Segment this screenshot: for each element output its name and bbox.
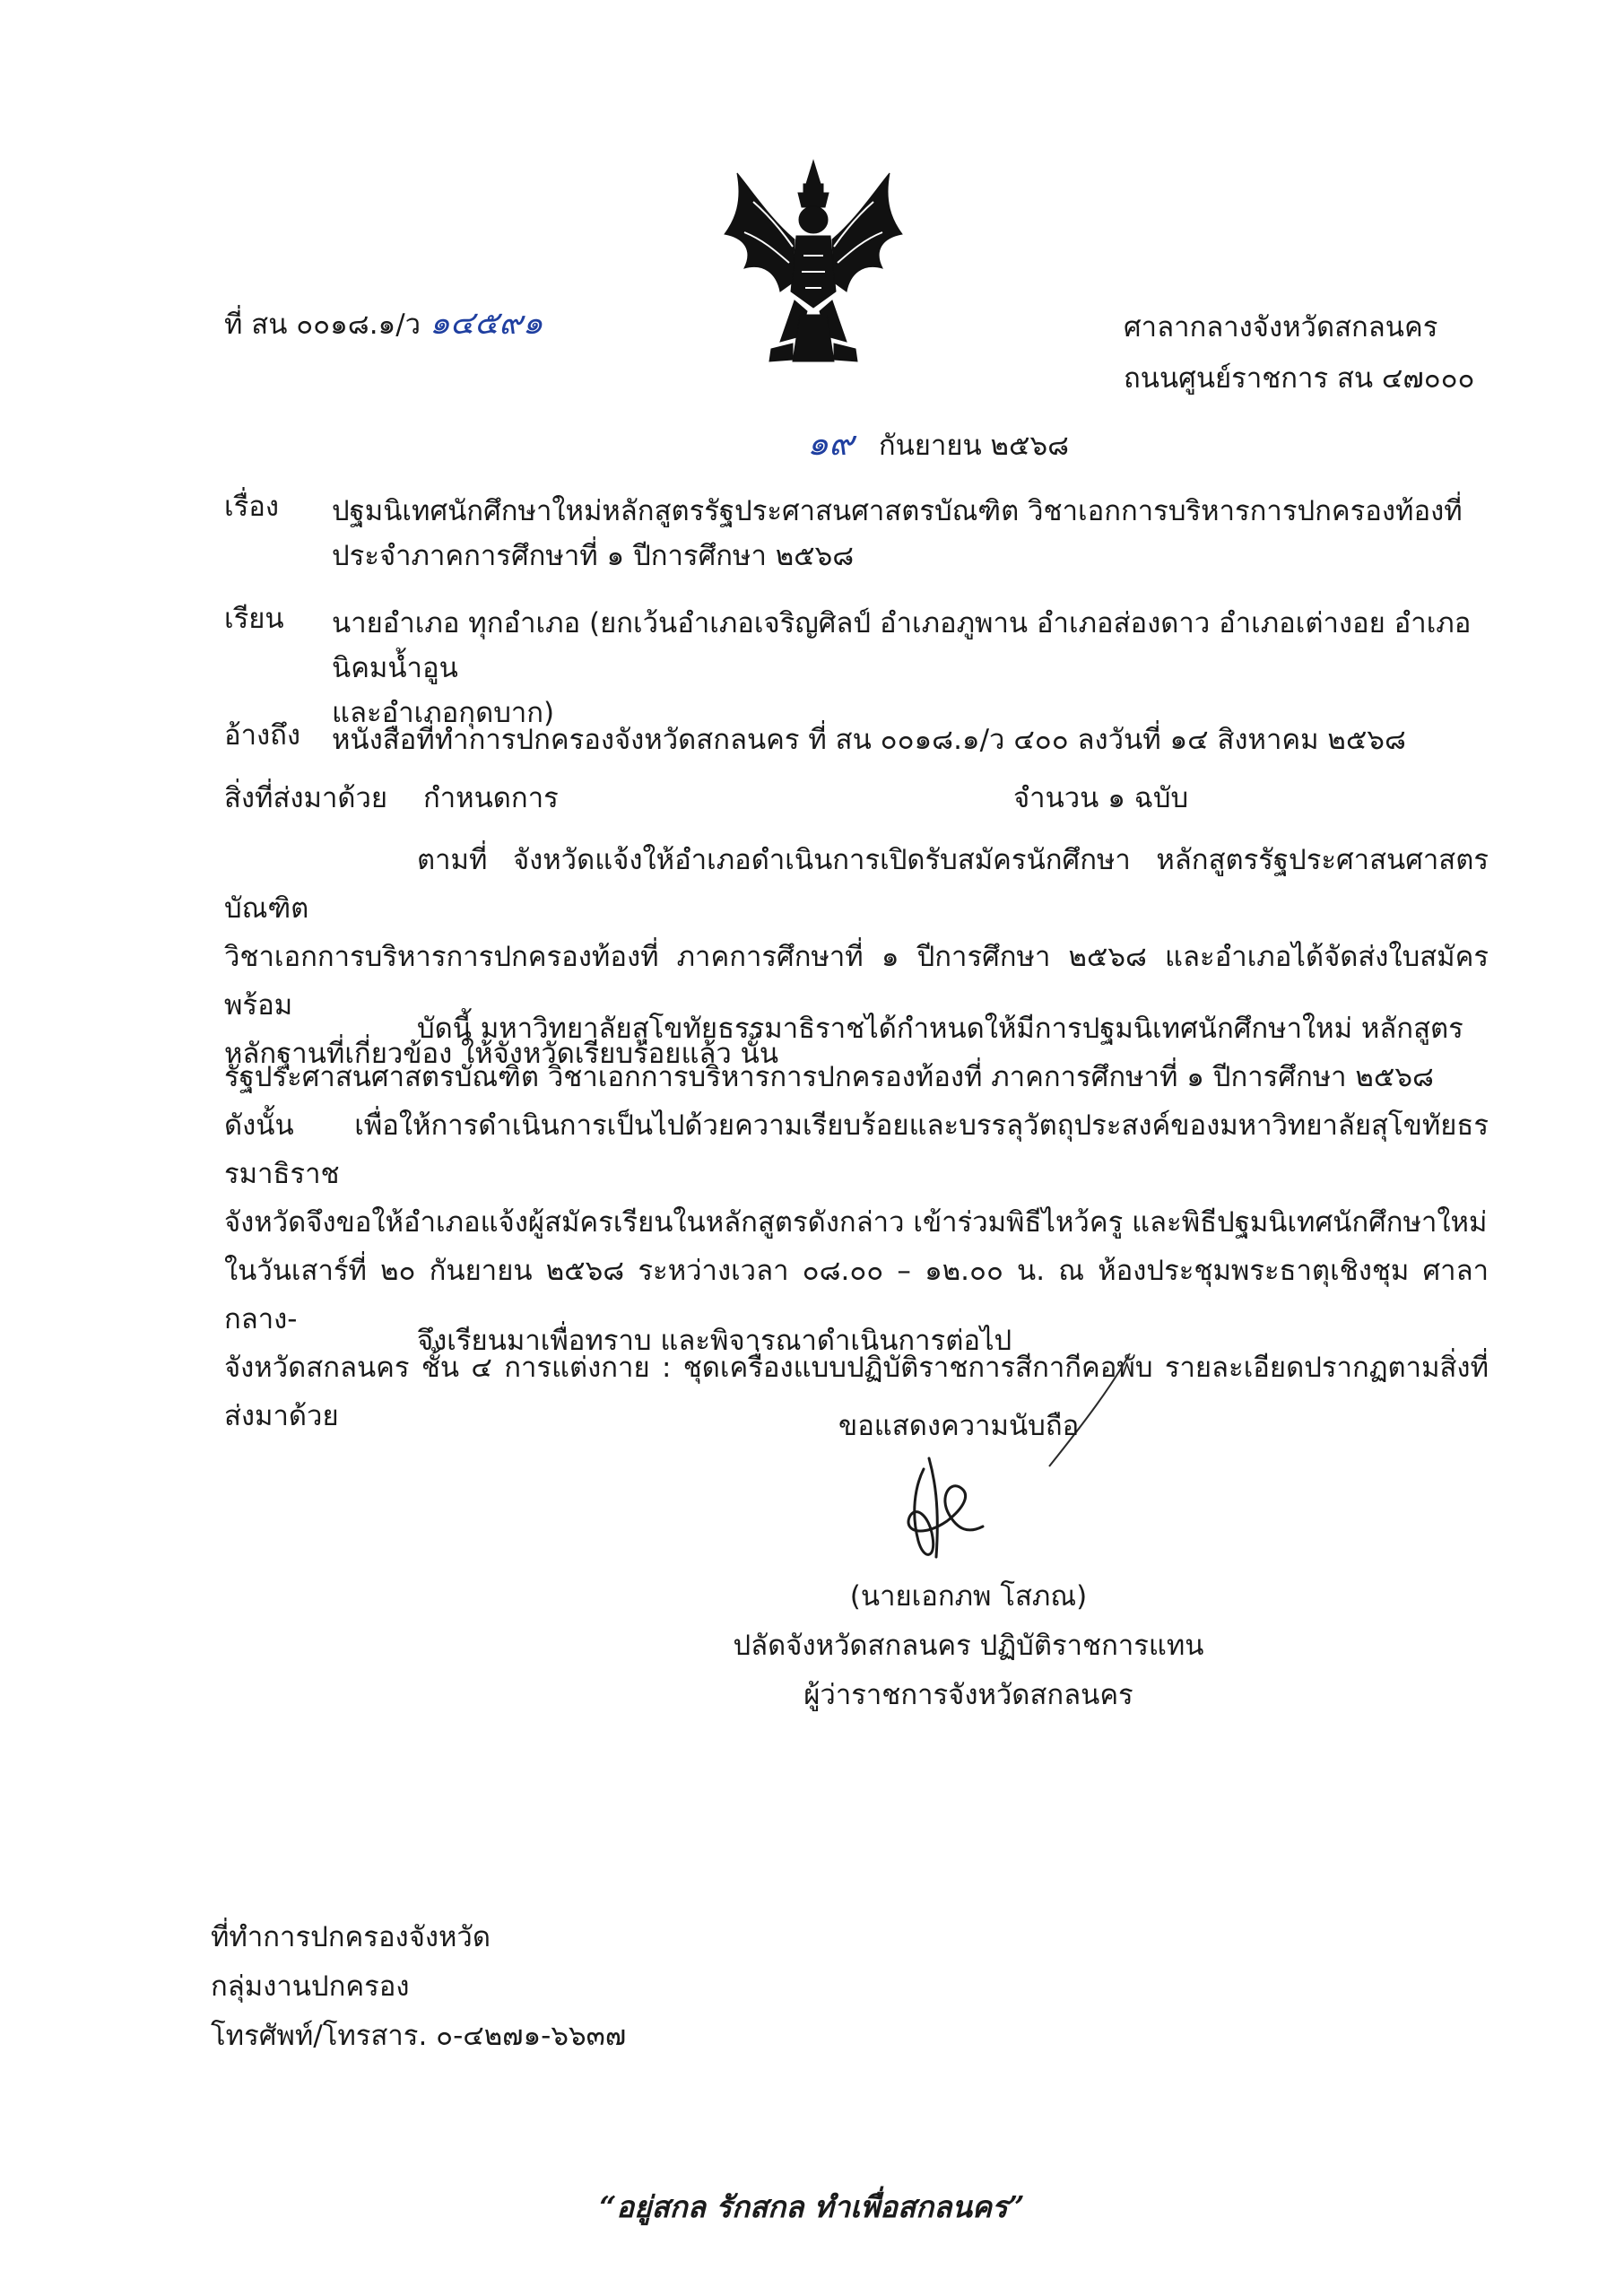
subject-line1: ปฐมนิเทศนักศึกษาใหม่หลักสูตรรัฐประศาสนศาสตรบัณฑิต วิชาเอกการบริหารการปกครองท้องที่ — [332, 495, 1463, 527]
recipient-label: เรียน — [224, 603, 284, 635]
office-address-line1: ศาลากลางจังหวัดสกลนคร — [1124, 311, 1438, 344]
p1-line1: ตามที่ จังหวัดแจ้งให้อำเภอดำเนินการเปิดรับสมัครนักศึกษา หลักสูตรรัฐประศาสนศาสตรบัณฑิต — [224, 844, 1489, 925]
enclosure-item: กำหนดการ — [423, 782, 559, 814]
subject-row — [224, 489, 1480, 578]
p2-line5: ในวันเสาร์ที่ ๒๐ กันยายน ๒๕๖๘ ระหว่างเวลา ๐๘.๐๐ – ๑๒.๐๐ น. ณ ห้องประชุมพระธาตุเชิงชุม ศาลากลาง- — [224, 1255, 1489, 1335]
provincial-slogan: “อยู่สกล รักสกล ทำเพื่อสกลนคร” — [599, 2189, 1025, 2224]
p2-line4: จังหวัดจึงขอให้อำเภอแจ้งผู้สมัครเรียนในหลักสูตรดังกล่าว เข้าร่วมพิธีไหว้ครู และพิธีปฐมนิเทศนักศึกษาใหม่ — [224, 1206, 1488, 1239]
recipient-line1: นายอำเภอ ทุกอำเภอ (ยกเว้นอำเภอเจริญศิลป์ อำเภอภูพาน อำเภอส่องดาว อำเภอเต่างอย อำเภอนิคมน้ำอูน — [332, 607, 1472, 684]
footer-office: ที่ทำการปกครองจังหวัด — [211, 1921, 491, 1953]
p1-line3: หลักฐานที่เกี่ยวข้อง ให้จังหวัดเรียบร้อยแล้ว นั้น — [224, 1038, 779, 1070]
enclosure-label: สิ่งที่ส่งมาด้วย — [224, 782, 388, 814]
reference-text: หนังสือที่ทำการปกครองจังหวัดสกลนคร ที่ สน ๐๐๑๘.๑/ว ๔๐๐ ลงวันที่ ๑๔ สิงหาคม ๒๕๖๘ — [332, 724, 1406, 756]
document-number — [224, 303, 543, 345]
signer-title-1: ปลัดจังหวัดสกลนคร ปฏิบัติราชการแทน — [733, 1630, 1204, 1662]
p2-line2: รัฐประศาสนศาสตรบัณฑิต วิชาเอกการบริหารการปกครองท้องที่ ภาคการศึกษาที่ ๑ ปีการศึกษา ๒๕๖๘ — [224, 1061, 1434, 1093]
garuda-emblem-icon — [717, 157, 910, 365]
reference-label: อ้างถึง — [224, 719, 301, 752]
recipient-line2: และอำเภอกุดบาก) — [332, 697, 555, 729]
document-number-prefix: ที่ สน ๐๐๑๘.๑/ว — [224, 309, 421, 341]
recipient-text — [332, 601, 1480, 735]
date-month-year: กันยายน ๒๕๖๘ — [878, 430, 1070, 462]
p1-line2: วิชาเอกการบริหารการปกครองท้องที่ ภาคการศึกษาที่ ๑ ปีการศึกษา ๒๕๖๘ และอำเภอได้จัดส่งใบสมัครพร้อม — [224, 941, 1489, 1022]
body-paragraph-2 — [224, 1004, 1489, 1440]
date-day-handwritten: ๑๙ — [807, 423, 854, 463]
signer-title-2: ผู้ว่าราชการจังหวัดสกลนคร — [803, 1679, 1133, 1711]
reference-row — [224, 718, 1480, 762]
footer-division: กลุ่มงานปกครอง — [211, 1970, 410, 2003]
p2-line1: บัดนี้ มหาวิทยาลัยสุโขทัยธรรมาธิราชได้กำหนดให้มีการปฐมนิเทศนักศึกษาใหม่ หลักสูตร — [417, 1013, 1463, 1045]
closing-salutation: ขอแสดงความนับถือ — [838, 1410, 1080, 1442]
subject-line2: ประจำภาคการศึกษาที่ ๑ ปีการศึกษา ๒๕๖๘ — [332, 540, 855, 572]
footer-phone: โทรศัพท์/โทรสาร. ๐-๔๒๗๑-๖๖๓๗ — [211, 2020, 627, 2052]
recipient-row — [224, 601, 1480, 735]
signer-name: (นายเอกภพ โสภณ) — [849, 1580, 1088, 1613]
handwritten-signature-icon — [897, 1451, 995, 1568]
p2-line3: ดังนั้น เพื่อให้การดำเนินการเป็นไปด้วยความเรียบร้อยและบรรลุวัตถุประสงค์ของมหาวิทยาลัยสุโขทัยธรรมาธิราช — [224, 1109, 1489, 1190]
body-paragraph-3: จึงเรียนมาเพื่อทราบ และพิจารณาดำเนินการต่อไป — [417, 1325, 1012, 1357]
document-date — [807, 422, 1069, 465]
enclosure-quantity: จำนวน ๑ ฉบับ — [1013, 782, 1189, 814]
office-address-line2: ถนนศูนย์ราชการ สน ๔๗๐๐๐ — [1124, 362, 1475, 395]
document-number-handwritten: ๑๔๕๙๑ — [429, 305, 543, 342]
p2-line6: จังหวัดสกลนคร ชั้น ๔ การแต่งกาย : ชุดเครื่องแบบปฏิบัติราชการสีกากีคอพับ รายละเอียดปรากฏตามสิ่งที่ส่งมาด้วย — [224, 1352, 1489, 1432]
subject-text — [332, 489, 1480, 578]
subject-label: เรื่อง — [224, 491, 280, 523]
